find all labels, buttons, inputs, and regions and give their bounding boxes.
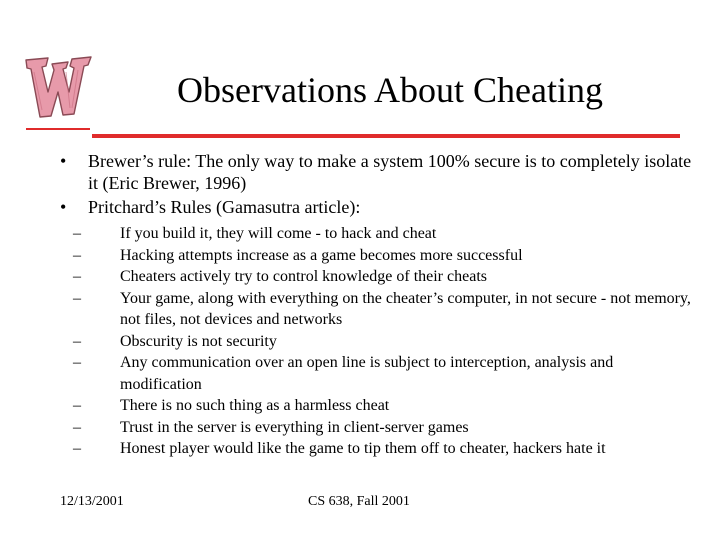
list-item: [58, 395, 698, 417]
title-underline-left: [26, 128, 90, 130]
bullet-text: Brewer’s rule: The only way to make a system 100% secure is to completely isolate it (Eric Brewer, 1996): [88, 151, 692, 193]
list-item: [58, 223, 698, 245]
pritchards-rules-list: [58, 223, 698, 460]
list-item-text: There is no such thing as a harmless cheat: [120, 397, 390, 414]
bullet-pritchards-rules: [58, 196, 698, 218]
dash-mark: –: [73, 268, 81, 285]
list-item: [58, 331, 698, 353]
bullet-brewers-rule: [58, 150, 698, 194]
list-item: [58, 438, 698, 460]
dash-mark: –: [73, 397, 81, 414]
dash-mark: –: [73, 354, 81, 371]
dash-mark: –: [73, 225, 81, 242]
bullet-mark: •: [60, 151, 67, 171]
bullet-mark: •: [60, 197, 67, 217]
dash-mark: –: [73, 289, 81, 307]
dash-mark: –: [73, 332, 81, 350]
footer-course: CS 638, Fall 2001: [308, 494, 410, 509]
list-item: [58, 288, 698, 331]
list-item-text: Honest player would like the game to tip them off to cheater, hackers hate it: [120, 440, 606, 457]
list-item-text: Trust in the server is everything in client-server games: [120, 418, 469, 436]
list-item-text: Obscurity is not security: [120, 332, 277, 350]
footer-date: 12/13/2001: [60, 494, 124, 509]
list-item-text: Any communication over an open line is subject to interception, analysis and modification: [120, 354, 614, 393]
dash-mark: –: [73, 246, 81, 264]
title-underline: [92, 134, 680, 138]
slide-body: [58, 148, 698, 460]
slide-title: Observations About Cheating: [177, 70, 603, 110]
list-item-text: Cheaters actively try to control knowledge of their cheats: [120, 268, 487, 285]
wisconsin-w-logo: [22, 52, 94, 122]
list-item-text: Your game, along with everything on the cheater’s computer, in not secure - not memory, not files, not devices and networks: [120, 289, 691, 328]
list-item-text: Hacking attempts increase as a game becomes more successful: [120, 246, 523, 264]
bullet-text: Pritchard’s Rules (Gamasutra article):: [88, 197, 361, 217]
list-item: [58, 245, 698, 267]
list-item: [58, 417, 698, 439]
list-item-text: If you build it, they will come - to hack and cheat: [120, 225, 437, 242]
list-item: [58, 266, 698, 288]
dash-mark: –: [73, 440, 81, 457]
list-item: [58, 352, 698, 395]
dash-mark: –: [73, 418, 81, 436]
